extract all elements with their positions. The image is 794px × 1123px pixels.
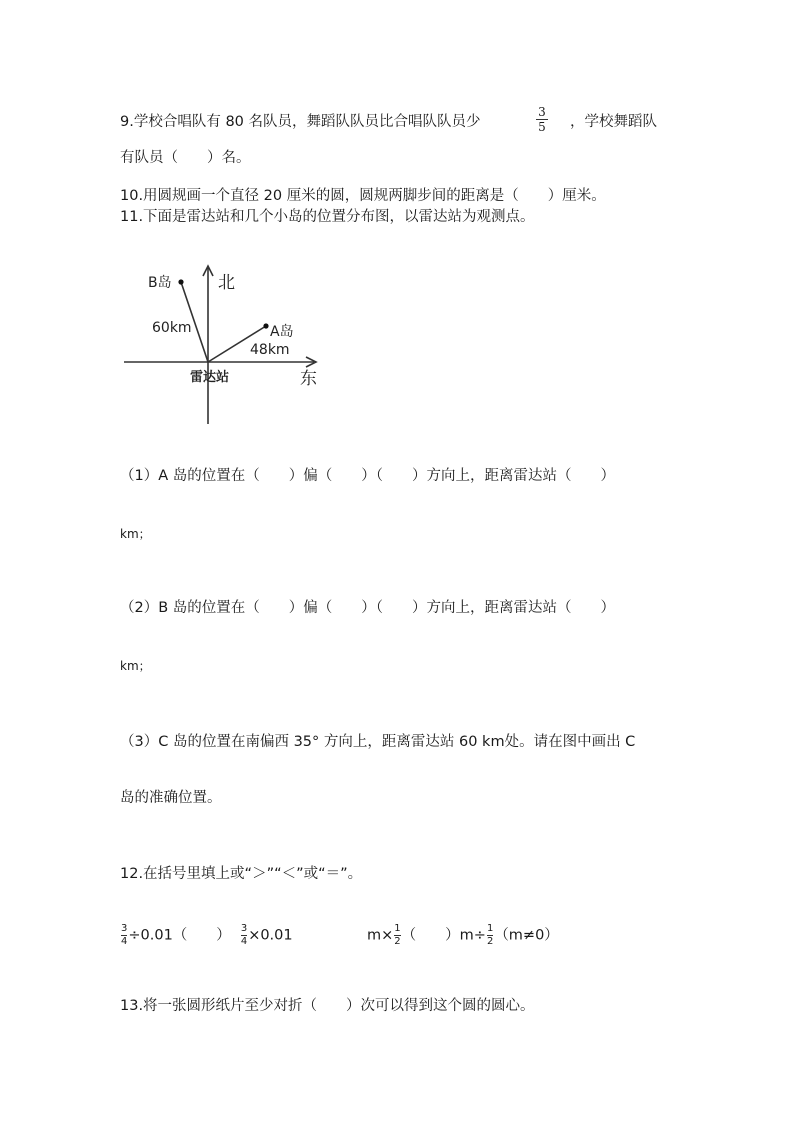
island-b-label: B岛 xyxy=(148,275,172,291)
island-a-point xyxy=(263,323,268,328)
q12-fraction-3-den: 2 xyxy=(394,936,401,947)
q12-fraction-3 xyxy=(394,924,400,947)
q11-sub2: （2）B 岛的位置在（ ）偏（ ）（ ）方向上，距离雷达站（ ） xyxy=(120,600,616,616)
east-label: 东 xyxy=(300,369,317,389)
q12-fraction-1-den: 4 xyxy=(121,936,128,947)
q12-fraction-4-num: 1 xyxy=(486,923,494,934)
q12-expr2a: m× xyxy=(367,927,394,944)
q12-fraction-4 xyxy=(487,924,493,947)
q12-expr2b: （ ）m÷ xyxy=(401,927,486,944)
q12-expr1b: ×0.01 xyxy=(248,927,293,944)
q13-line: 13.将一张圆形纸片至少对折（ ）次可以得到这个圆的圆心。 xyxy=(120,998,535,1014)
q12-expressions-2 xyxy=(367,924,559,947)
q12-fraction-4-den: 2 xyxy=(486,936,494,947)
q9-text-part2: ，学校舞蹈队 xyxy=(570,114,657,130)
q11-sub3-line2: 岛的准确位置。 xyxy=(120,790,222,806)
distance-b-label: 60km xyxy=(152,320,192,336)
q12-expr1a: ÷0.01（ ） xyxy=(128,927,231,944)
q12-fraction-2-den: 4 xyxy=(240,936,248,947)
distance-a-label: 48km xyxy=(250,342,290,358)
q9-fraction-numerator: 3 xyxy=(538,105,546,119)
q12-fraction-3-num: 1 xyxy=(394,923,401,934)
q10-line: 10.用圆规画一个直径 20 厘米的圆，圆规两脚步间的距离是（ ）厘米。 xyxy=(120,188,606,204)
island-a-label: A岛 xyxy=(270,324,294,340)
q9-line2: 有队员（ ）名。 xyxy=(120,150,251,166)
q11-sub2-unit: km； xyxy=(120,659,151,673)
island-b-point xyxy=(178,279,183,284)
q12-title: 12.在括号里填上或“＞”“＜”或“＝”。 xyxy=(120,866,363,882)
q12-expressions xyxy=(120,924,293,947)
radar-diagram xyxy=(0,0,794,440)
q9-fraction-denominator: 5 xyxy=(538,120,546,134)
q11-sub3: （3）C 岛的位置在南偏西 35° 方向上，距离雷达站 60 km处。请在图中画出 C xyxy=(120,734,636,750)
q11-sub1-unit: km； xyxy=(120,527,151,541)
q12-fraction-1-num: 3 xyxy=(121,923,128,934)
q11-sub1: （1）A 岛的位置在（ ）偏（ ）（ ）方向上，距离雷达站（ ） xyxy=(120,468,616,484)
q12-expr2c: （m≠0） xyxy=(494,927,559,944)
q9-text-part1: 9.学校合唱队有 80 名队员，舞蹈队队员比合唱队队员少 xyxy=(120,114,481,130)
north-label: 北 xyxy=(218,273,235,293)
q12-fraction-1 xyxy=(121,924,127,947)
station-label: 雷达站 xyxy=(190,370,230,385)
q11-title: 11.下面是雷达站和几个小岛的位置分布图，以雷达站为观测点。 xyxy=(120,209,535,225)
q12-fraction-2-num: 3 xyxy=(240,923,248,934)
q12-fraction-2 xyxy=(241,924,247,947)
